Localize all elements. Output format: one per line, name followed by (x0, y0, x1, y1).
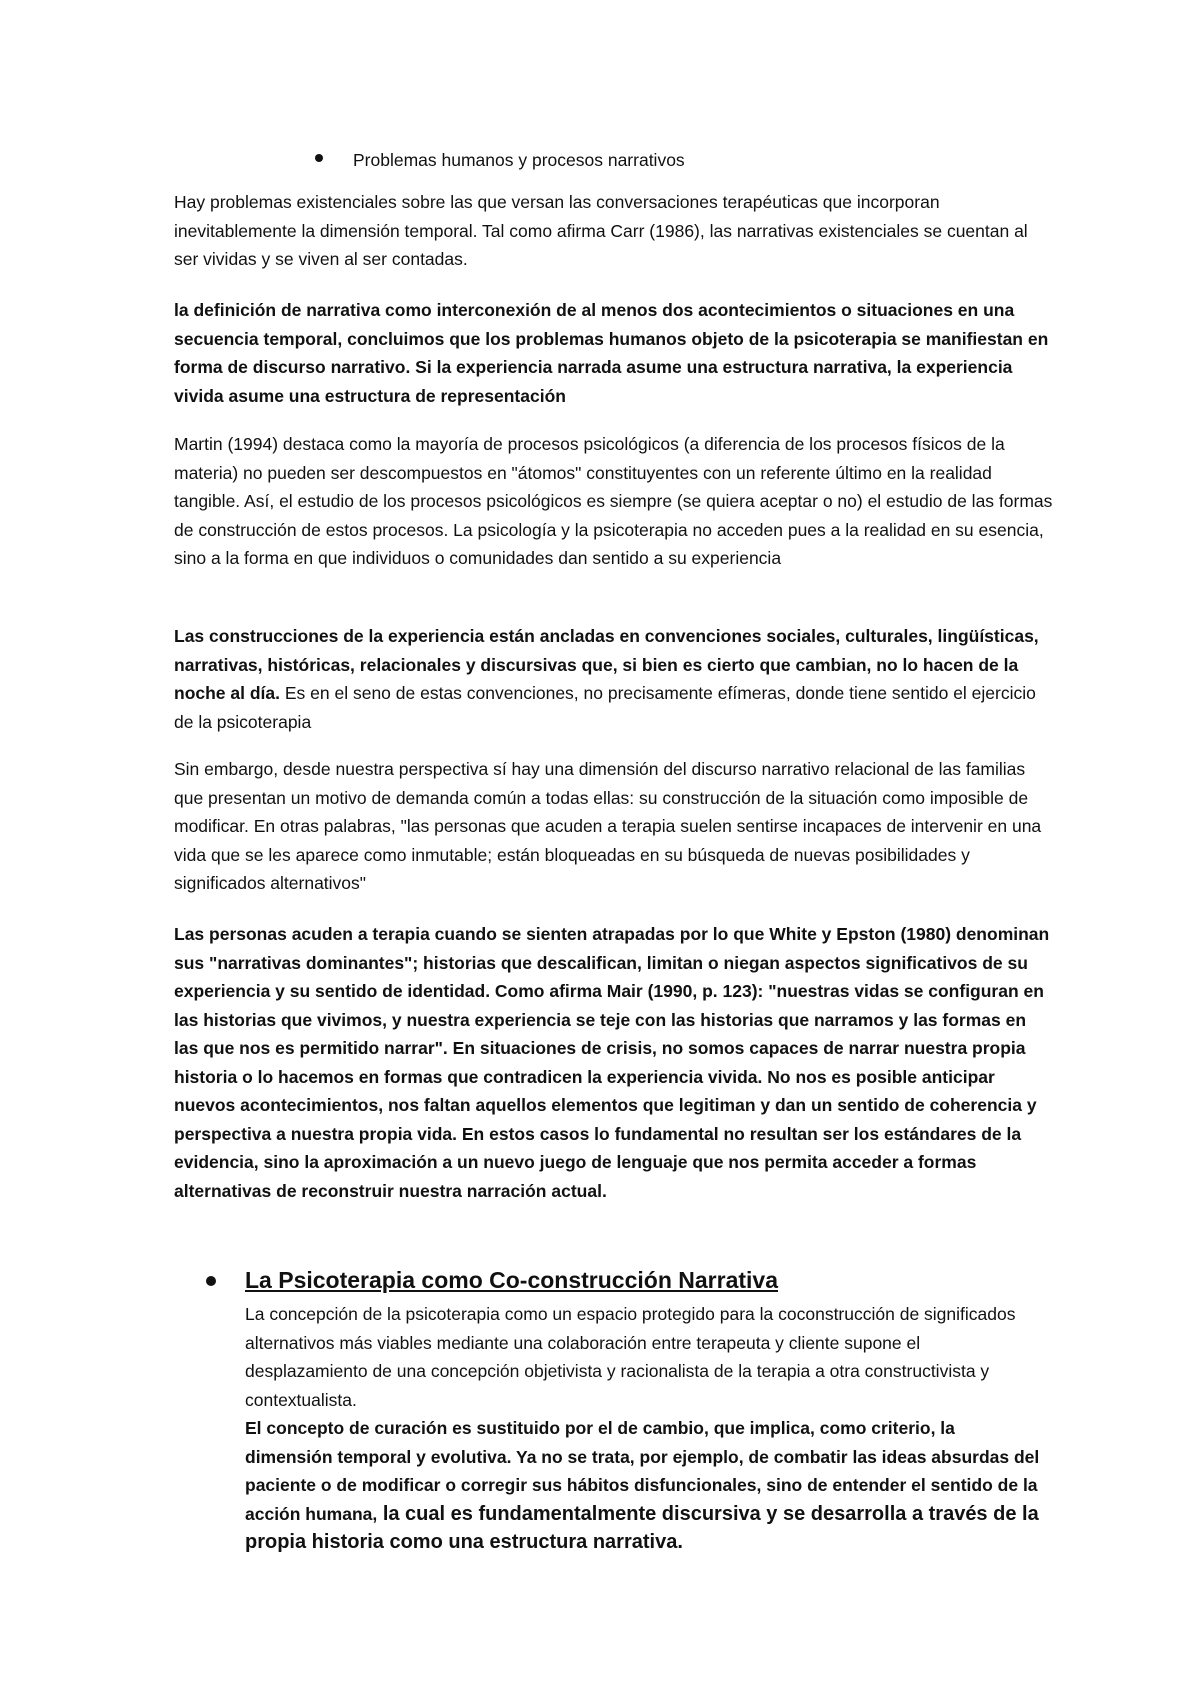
paragraph-6: Las personas acuden a terapia cuando se sienten atrapadas por lo que White y Epston (1980) denominan sus "narrativas dominantes"; historias que descalifican, limitan o niegan aspectos significativos de su experiencia y su sentido de identidad. Como afirma Mair (1990, p. 123): "nuestras vidas se configuran en las historias que vivimos, y nuestra experiencia se teje con las historias que narramos y las formas en las que nos es permitido narrar". En situaciones de crisis, no somos capaces de narrar nuestra propia historia o lo hacemos en formas que contradicen la experiencia vivida. No nos es posible anticipar nuevos acontecimientos, nos faltan aquellos elementos que legitiman y dan un sentido de coherencia y perspectiva a nuestra propia vida. En estos casos lo fundamental no resultan ser los estándares de la evidencia, sino la aproximación a un nuevo juego de lenguaje que nos permita acceder a formas alternativas de reconstruir nuestra narración actual. (174, 924, 1050, 1201)
paragraph-7: La concepción de la psicoterapia como un espacio protegido para la coconstrucción de significados alternativos más viables mediante una colaboración entre terapeuta y cliente supone el desplazamiento de una concepción objetivista y racionalista de la terapia a otra constructivista y contextualista. (245, 1304, 1016, 1410)
paragraph-1: Hay problemas existenciales sobre las que versan las conversaciones terapéuticas que incorporan inevitablemente la dimensión temporal. Tal como afirma Carr (1986), las narrativas existenciales se cuentan al ser vividas y se viven al ser contadas. (174, 192, 1028, 269)
paragraph-8-part-a: El concepto de curación es sustituido por el de cambio, que implica, como criterio, la dimensión temporal y evolutiva. Ya no se trata, por ejemplo, de combatir las ideas absurdas del paciente o de modificar o corregir sus hábitos disfuncionales, sino de entender el sentido de la acción humana, (245, 1418, 1040, 1524)
paragraph-4-bold: Las construcciones de la experiencia están ancladas en convenciones sociales, culturales, lingüísticas, narrativas, históricas, relacionales y discursivas que, si bien es cierto que cambian, no lo hacen de la noche al día. (174, 626, 1039, 703)
paragraph-4-rest: Es en el seno de estas convenciones, no precisamente efímeras, donde tiene sentido el ejercicio de la psicoterapia (174, 683, 1036, 732)
bullet-text: Problemas humanos y procesos narrativos (353, 150, 685, 170)
section-title: La Psicoterapia como Co-construcción Narrativa (245, 1267, 778, 1293)
section-body (245, 1300, 1045, 1557)
paragraph-2: la definición de narrativa como interconexión de al menos dos acontecimientos o situaciones en una secuencia temporal, concluimos que los problemas humanos objeto de la psicoterapia se manifiestan en forma de discurso narrativo. Si la experiencia narrada asume una estructura narrativa, la experiencia vivida asume una estructura de representación (174, 300, 1049, 406)
paragraph-8-part-b: la cual es fundamentalmente discursiva y se desarrolla a través de la propia historia como una estructura narrativa. (245, 1502, 1039, 1553)
paragraph-8 (245, 1414, 1045, 1557)
paragraph-4 (174, 622, 1054, 736)
paragraph-3: Martin (1994) destaca como la mayoría de procesos psicológicos (a diferencia de los procesos físicos de la materia) no pueden ser descompuestos en "átomos" constituyentes con un referente último en la realidad tangible. Así, el estudio de los procesos psicológicos es siempre (se quiera aceptar o no) el estudio de las formas de construcción de estos procesos. La psicología y la psicoterapia no acceden pues a la realidad en su esencia, sino a la forma en que individuos o comunidades dan sentido a su experiencia (174, 434, 1053, 568)
paragraph-5: Sin embargo, desde nuestra perspectiva sí hay una dimensión del discurso narrativo relacional de las familias que presentan un motivo de demanda común a todas ellas: su construcción de la situación como imposible de modificar. En otras palabras, "las personas que acuden a terapia suelen sentirse incapaces de intervenir en una vida que se les aparece como inmutable; están bloqueadas en su búsqueda de nuevas posibilidades y significados alternativos" (174, 759, 1042, 893)
section-bullet-icon (206, 1276, 216, 1286)
bullet-dot-icon (315, 154, 323, 162)
